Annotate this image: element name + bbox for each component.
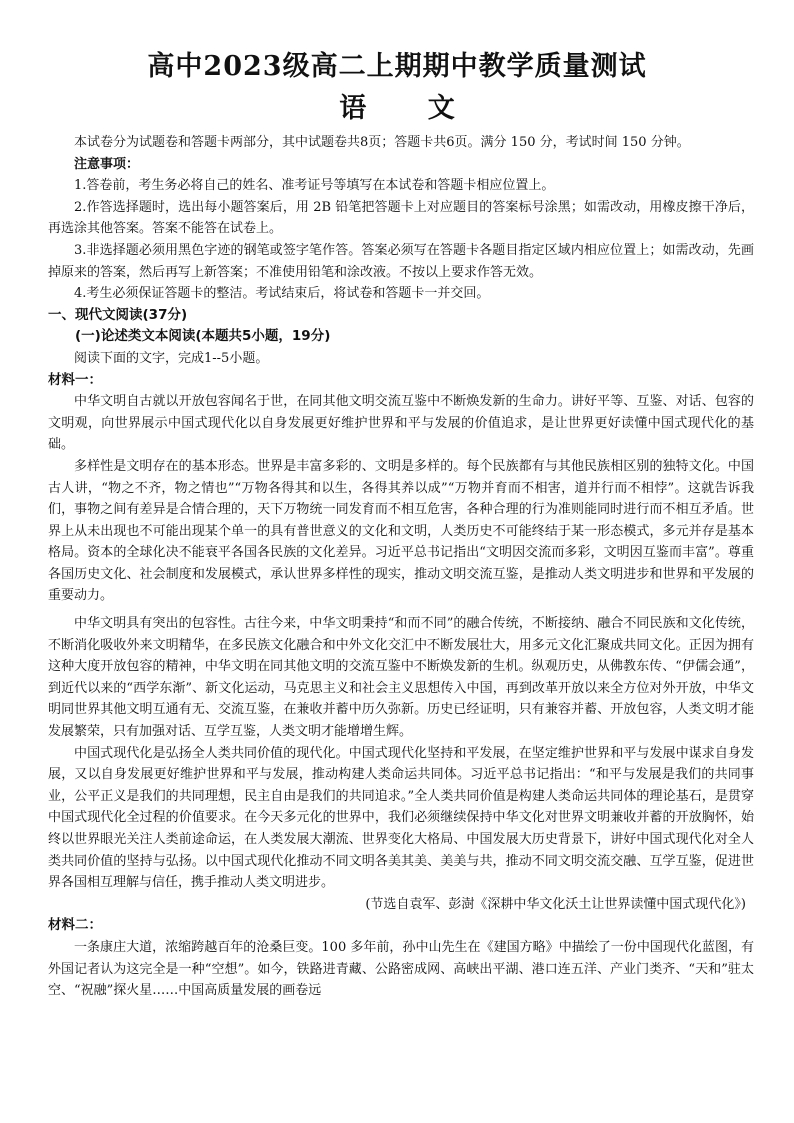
material-2-label: 材料二： xyxy=(48,917,102,934)
material-1-paragraph-1: 中华文明自古就以开放包容闻名于世，在同其他文明交流互鉴中不断焕发新的生命力。讲好平等、互鉴、对话、包容的文明观，向世界展示中国式现代化以自身发展更好维护世界和平与发展的价值追求，是让世界更好读懂中国式现代化的基础。 xyxy=(48,394,754,453)
material-1-source: (节选自袁军、彭澍《深耕中华文化沃土让世界读懂中国式现代化》) xyxy=(365,896,746,912)
reading-instruction: 阅读下面的文字，完成1--5小题。 xyxy=(74,350,269,366)
material-1-label: 材料一： xyxy=(48,371,102,388)
exam-content xyxy=(48,132,754,1002)
notes-item-1: 1.答卷前，考生务必将自己的姓名、准考证号等填写在本试卷和答题卡相应位置上。 xyxy=(74,178,555,194)
material-2-paragraph-1: 一条康庄大道，浓缩跨越百年的沧桑巨变。100 多年前，孙中山先生在《建国方略》中描绘了一份中国现代化蓝图，有外国记者认为这完全是一种“空想”。如今，铁路进青藏、公路密成网、高峡出平湖、港口连五洋、产业门类齐、“天和”驻太空、“祝融”探火星……中国高质量发展的画卷远 xyxy=(48,939,754,999)
subject-title: 语 文 xyxy=(339,93,481,124)
exam-title: 高中2023级高二上期期中教学质量测试 xyxy=(147,51,647,82)
section-heading: 一、现代文阅读(37分) xyxy=(48,306,188,323)
intro-text: 本试卷分为试题卷和答题卡两部分，其中试题卷共8页；答题卡共6页。满分 150 分，考试时间 150 分钟。 xyxy=(74,135,690,150)
notes-item-4: 4.考生必须保证答题卡的整洁。考试结束后，将试卷和答题卡一并交回。 xyxy=(74,286,490,302)
notes-heading: 注意事项： xyxy=(74,156,140,172)
notes-item-2: 2.作答选择题时，选出每小题答案后，用 2B 铅笔把答题卡上对应题目的答案标号涂黑；如需改动，用橡皮擦干净后，再选涂其他答案。答案不能答在试卷上。 xyxy=(48,199,754,237)
notes-item-3: 3.非选择题必须用黑色字迹的钢笔或签字笔作答。答案必须写在答题卡各题目指定区域内相应位置上；如需改动，先画掉原来的答案，然后再写上新答案；不准使用铅笔和涂改液。不按以上要求作答无效。 xyxy=(48,242,754,280)
material-1-paragraph-4: 中国式现代化是弘扬全人类共同价值的现代化。中国式现代化坚持和平发展，在坚定维护世界和平与发展中谋求自身发展，又以自身发展更好维护世界和平与发展，推动构建人类命运共同体。习近平总书记指出：“和平与发展是我们的共同事业，公平正义是我们的共同理想，民主自由是我们的共同追求。”全人类共同价值是构建人类命运共同体的理论基石，是贯穿中国式现代化全过程的价值要求。在今天多元化的世界中，我们必须继续保持中华文化对世界文明兼收并蓄的开放胸怀，始终以世界眼光关注人类前途命运，在人类发展大潮流、世界变化大格局、中国发展大历史背景下，讲好中国式现代化对全人类共同价值的坚持与弘扬。以中国式现代化推动不同文明各美其美、美美与共，推动不同文明交流交融、互学互鉴，促进世界各国相互理解与信任，携手推动人类文明进步。 xyxy=(48,745,754,891)
material-1-paragraph-2: 多样性是文明存在的基本形态。世界是丰富多彩的、文明是多样的。每个民族都有与其他民族相区别的独特文化。中国古人讲，“物之不齐，物之情也”“万物各得其和以生，各得其养以成”“万物并育而不相害，道并行而不相悖”。这就告诉我们，事物之间有差异是合情合理的，天下万物统一同发育而不相互危害，各种合理的行为准则能同时进行而不相互矛盾。世界上从未出现也不可能出现某个单一的具有普世意义的文化和文明，人类历史不可能终结于某一形态模式，多元并存是基本格局。资本的全球化决不能衰平各国各民族的文化差异。习近平总书记指出“文明因交流而多彩，文明因互鉴而丰富”。尊重各国历史文化、社会制度和发展模式，承认世界多样性的现实，推动文明交流互鉴，是推动人类文明进步和世界和平发展的重要动力。 xyxy=(48,458,754,604)
subsection-heading: (一)论述类文本阅读(本题共5小题，19分) xyxy=(75,328,331,345)
material-1-paragraph-3: 中华文明具有突出的包容性。古往今来，中华文明秉持“和而不同”的融合传统，不断接纳、融合不同民族和文化传统，不断消化吸收外来文明精华，在多民族文化融合和中外文化交汇中不断发展壮大，用多元文化汇聚成共同文化。正因为拥有这种大度开放包容的精神，中华文明在同其他文明的交流互鉴中不断焕发新的生机。纵观历史，从佛教东传、“伊儒会通”，到近代以来的“西学东渐”、新文化运动，马克思主义和社会主义思想传入中国，再到改革开放以来全方位对外开放，中华文明同世界其他文明互通有无、交流互鉴，在兼收并蓄中历久弥新。历史已经证明，只有兼容并蓄、开放包容，人类文明才能发展繁荣，只有加强对话、互学互鉴，人类文明才能增增生辉。 xyxy=(48,616,754,740)
